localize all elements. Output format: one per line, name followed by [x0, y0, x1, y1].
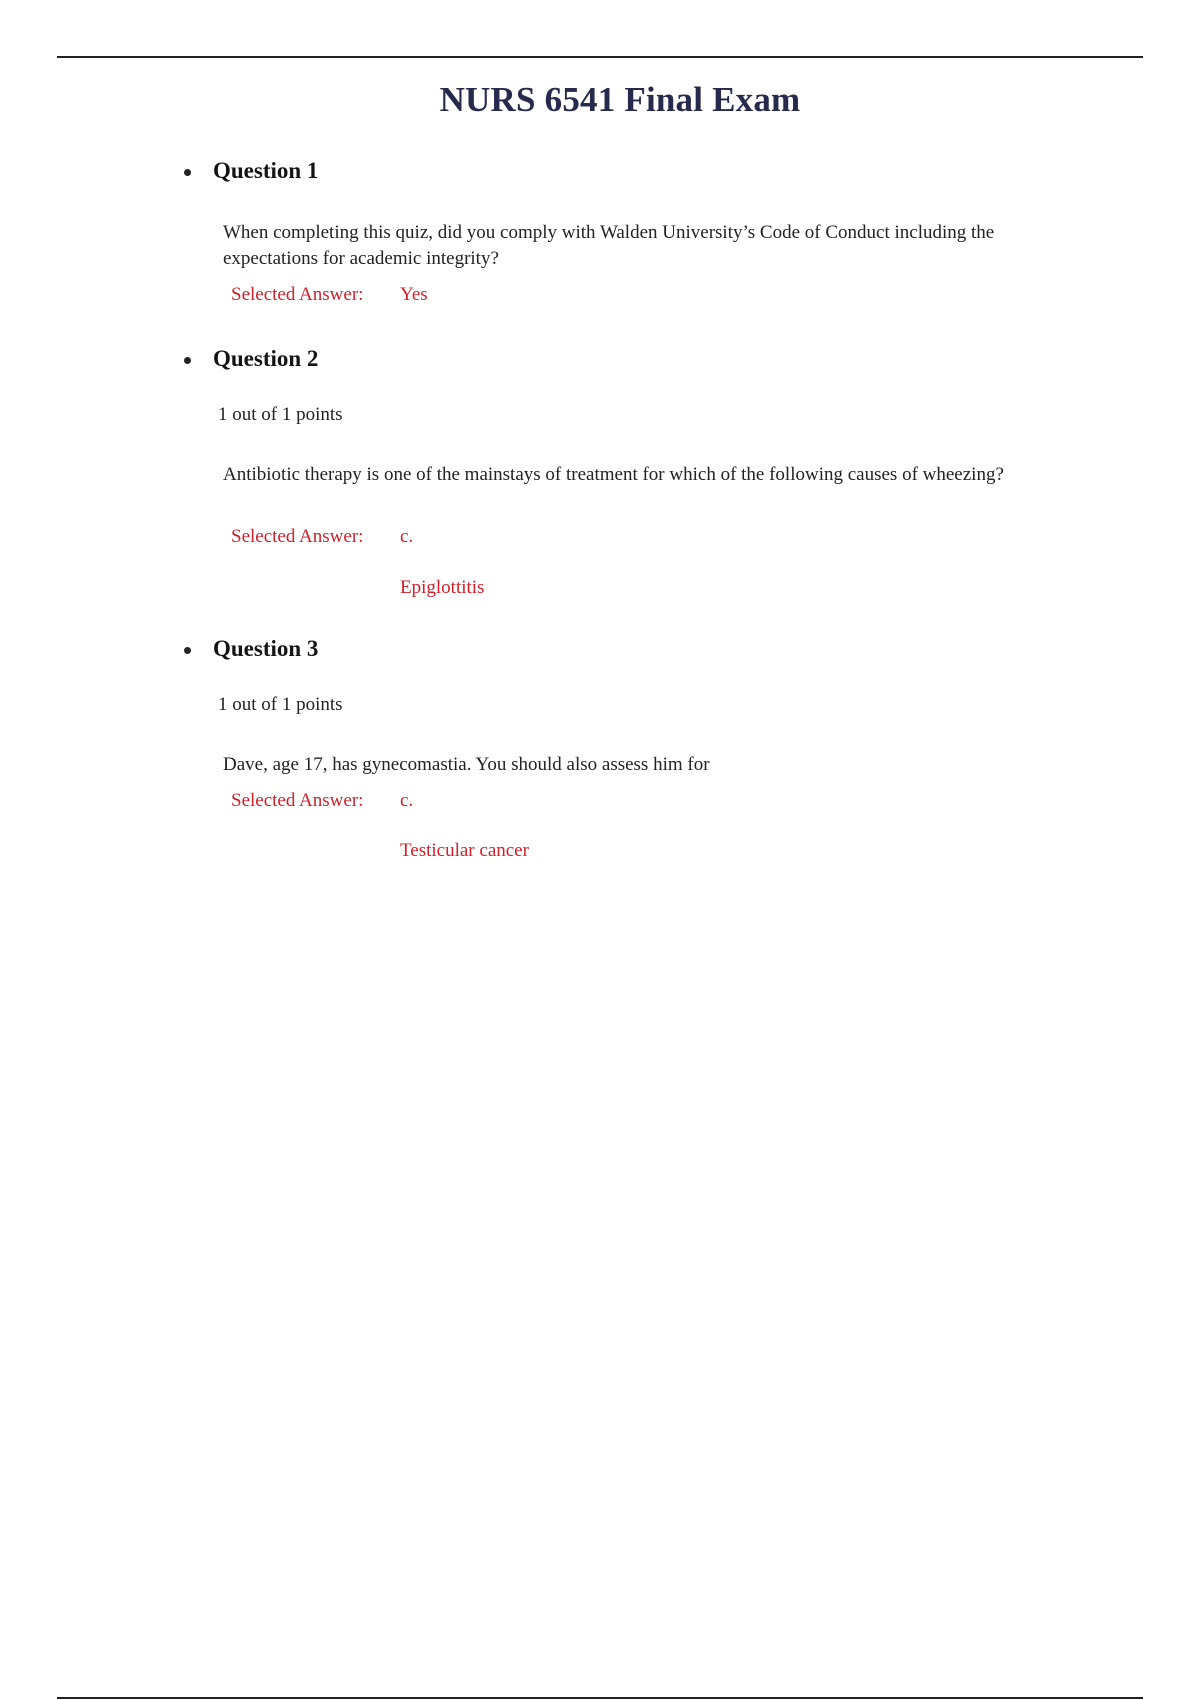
question-text: When completing this quiz, did you comply with Walden University’s Code of Conduct including the expectations for academic integrity?: [223, 222, 995, 269]
selected-answer-label: Selected Answer:: [231, 284, 364, 305]
selected-answer-letter: c.: [400, 790, 414, 811]
question-header: [184, 636, 318, 662]
bullet-icon: [184, 357, 191, 364]
selected-answer-label: Selected Answer:: [231, 790, 364, 811]
bullet-icon: [184, 647, 191, 654]
selected-answer-text: Epiglottitis: [400, 577, 485, 598]
question-points: 1 out of 1 points: [218, 404, 343, 425]
question-title: Question 3: [213, 636, 319, 661]
question-header: [184, 346, 318, 372]
bottom-rule: [57, 1697, 1143, 1699]
top-rule: [57, 56, 1143, 58]
question-text: Antibiotic therapy is one of the mainstays of treatment for which of the following causes of wheezing?: [223, 464, 1004, 485]
question-header: [184, 158, 318, 184]
question-title: Question 1: [213, 158, 319, 183]
bullet-icon: [184, 169, 191, 176]
question-points: 1 out of 1 points: [218, 694, 343, 715]
selected-answer-letter: c.: [400, 526, 414, 547]
selected-answer-label: Selected Answer:: [231, 526, 364, 547]
selected-answer-value: Yes: [400, 284, 428, 305]
page-title: NURS 6541 Final Exam: [439, 80, 801, 119]
selected-answer-text: Testicular cancer: [400, 840, 529, 861]
question-text: Dave, age 17, has gynecomastia. You should also assess him for: [223, 754, 710, 775]
question-title: Question 2: [213, 346, 319, 371]
